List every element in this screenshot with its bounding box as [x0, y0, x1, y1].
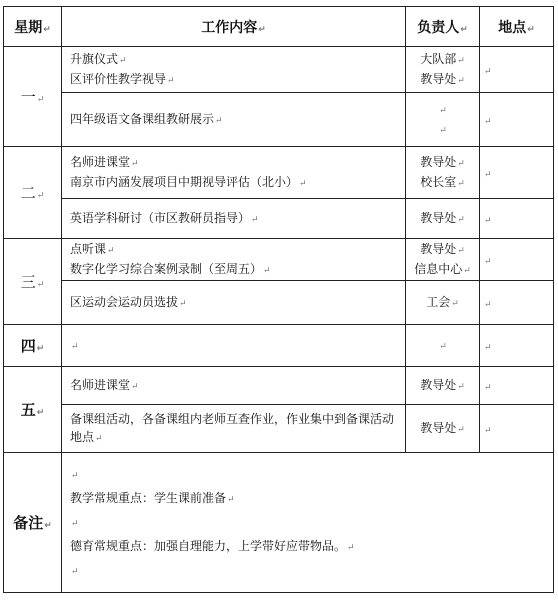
- table-row: [4, 281, 554, 325]
- place-cell: ↵: [480, 367, 554, 405]
- day-cell-wed: 三↵: [4, 239, 62, 325]
- content-cell: 四年级语文备课组教研展示↵: [62, 93, 406, 147]
- day-cell-thu: 四↵: [4, 325, 62, 367]
- content-cell: 升旗仪式↵ 区评价性教学视导↵: [62, 47, 406, 93]
- table-row: [4, 199, 554, 239]
- owner-cell: 教导处↵ 校长室↵: [406, 147, 480, 199]
- content-cell: 英语学科研讨（市区教研员指导）↵: [62, 199, 406, 239]
- owner-cell: 教导处↵: [406, 199, 480, 239]
- header-content: 工作内容↵: [62, 7, 406, 47]
- owner-cell: 工会↵: [406, 281, 480, 325]
- place-cell: ↵: [480, 325, 554, 367]
- table-row: [4, 325, 554, 367]
- owner-cell: ↵ ↵: [406, 93, 480, 147]
- header-row: [4, 7, 554, 47]
- place-cell: ↵: [480, 199, 554, 239]
- owner-cell: 教导处↵ 信息中心↵: [406, 239, 480, 281]
- owner-cell: 大队部↵ 教导处↵: [406, 47, 480, 93]
- day-cell-fri: 五↵: [4, 367, 62, 453]
- day-cell-notes: 备注↵: [4, 453, 62, 593]
- header-place: 地点↵: [480, 7, 554, 47]
- table-row: [4, 405, 554, 453]
- header-owner: 负责人↵: [406, 7, 480, 47]
- content-cell: 备课组活动，各备课组内老师互查作业，作业集中到备课活动地点↵: [62, 405, 406, 453]
- table-row: [4, 93, 554, 147]
- content-cell: 点听课↵ 数字化学习综合案例录制（至周五）↵: [62, 239, 406, 281]
- place-cell: ↵: [480, 147, 554, 199]
- day-cell-tue: 二↵: [4, 147, 62, 239]
- place-cell: ↵: [480, 281, 554, 325]
- table-row: [4, 47, 554, 93]
- content-cell: 名师进课堂↵: [62, 367, 406, 405]
- place-cell: ↵: [480, 405, 554, 453]
- header-day: 星期↵: [4, 7, 62, 47]
- notes-row: [4, 453, 554, 593]
- owner-cell: ↵: [406, 325, 480, 367]
- table-row: [4, 367, 554, 405]
- owner-cell: 教导处↵: [406, 405, 480, 453]
- content-cell: ↵: [62, 325, 406, 367]
- content-cell: 名师进课堂↵ 南京市内涵发展项目中期视导评估（北小）↵: [62, 147, 406, 199]
- content-cell: 区运动会运动员选拔↵: [62, 281, 406, 325]
- table-row: [4, 239, 554, 281]
- notes-cell: ↵ 教学常规重点：学生课前准备↵ ↵ 德育常规重点：加强自理能力，上学带好应带物品。↵ ↵: [62, 453, 554, 593]
- day-cell-mon: 一↵: [4, 47, 62, 147]
- table-row: [4, 147, 554, 199]
- place-cell: ↵: [480, 47, 554, 93]
- place-cell: ↵: [480, 239, 554, 281]
- weekly-schedule-table: [3, 6, 554, 593]
- owner-cell: 教导处↵: [406, 367, 480, 405]
- place-cell: ↵: [480, 93, 554, 147]
